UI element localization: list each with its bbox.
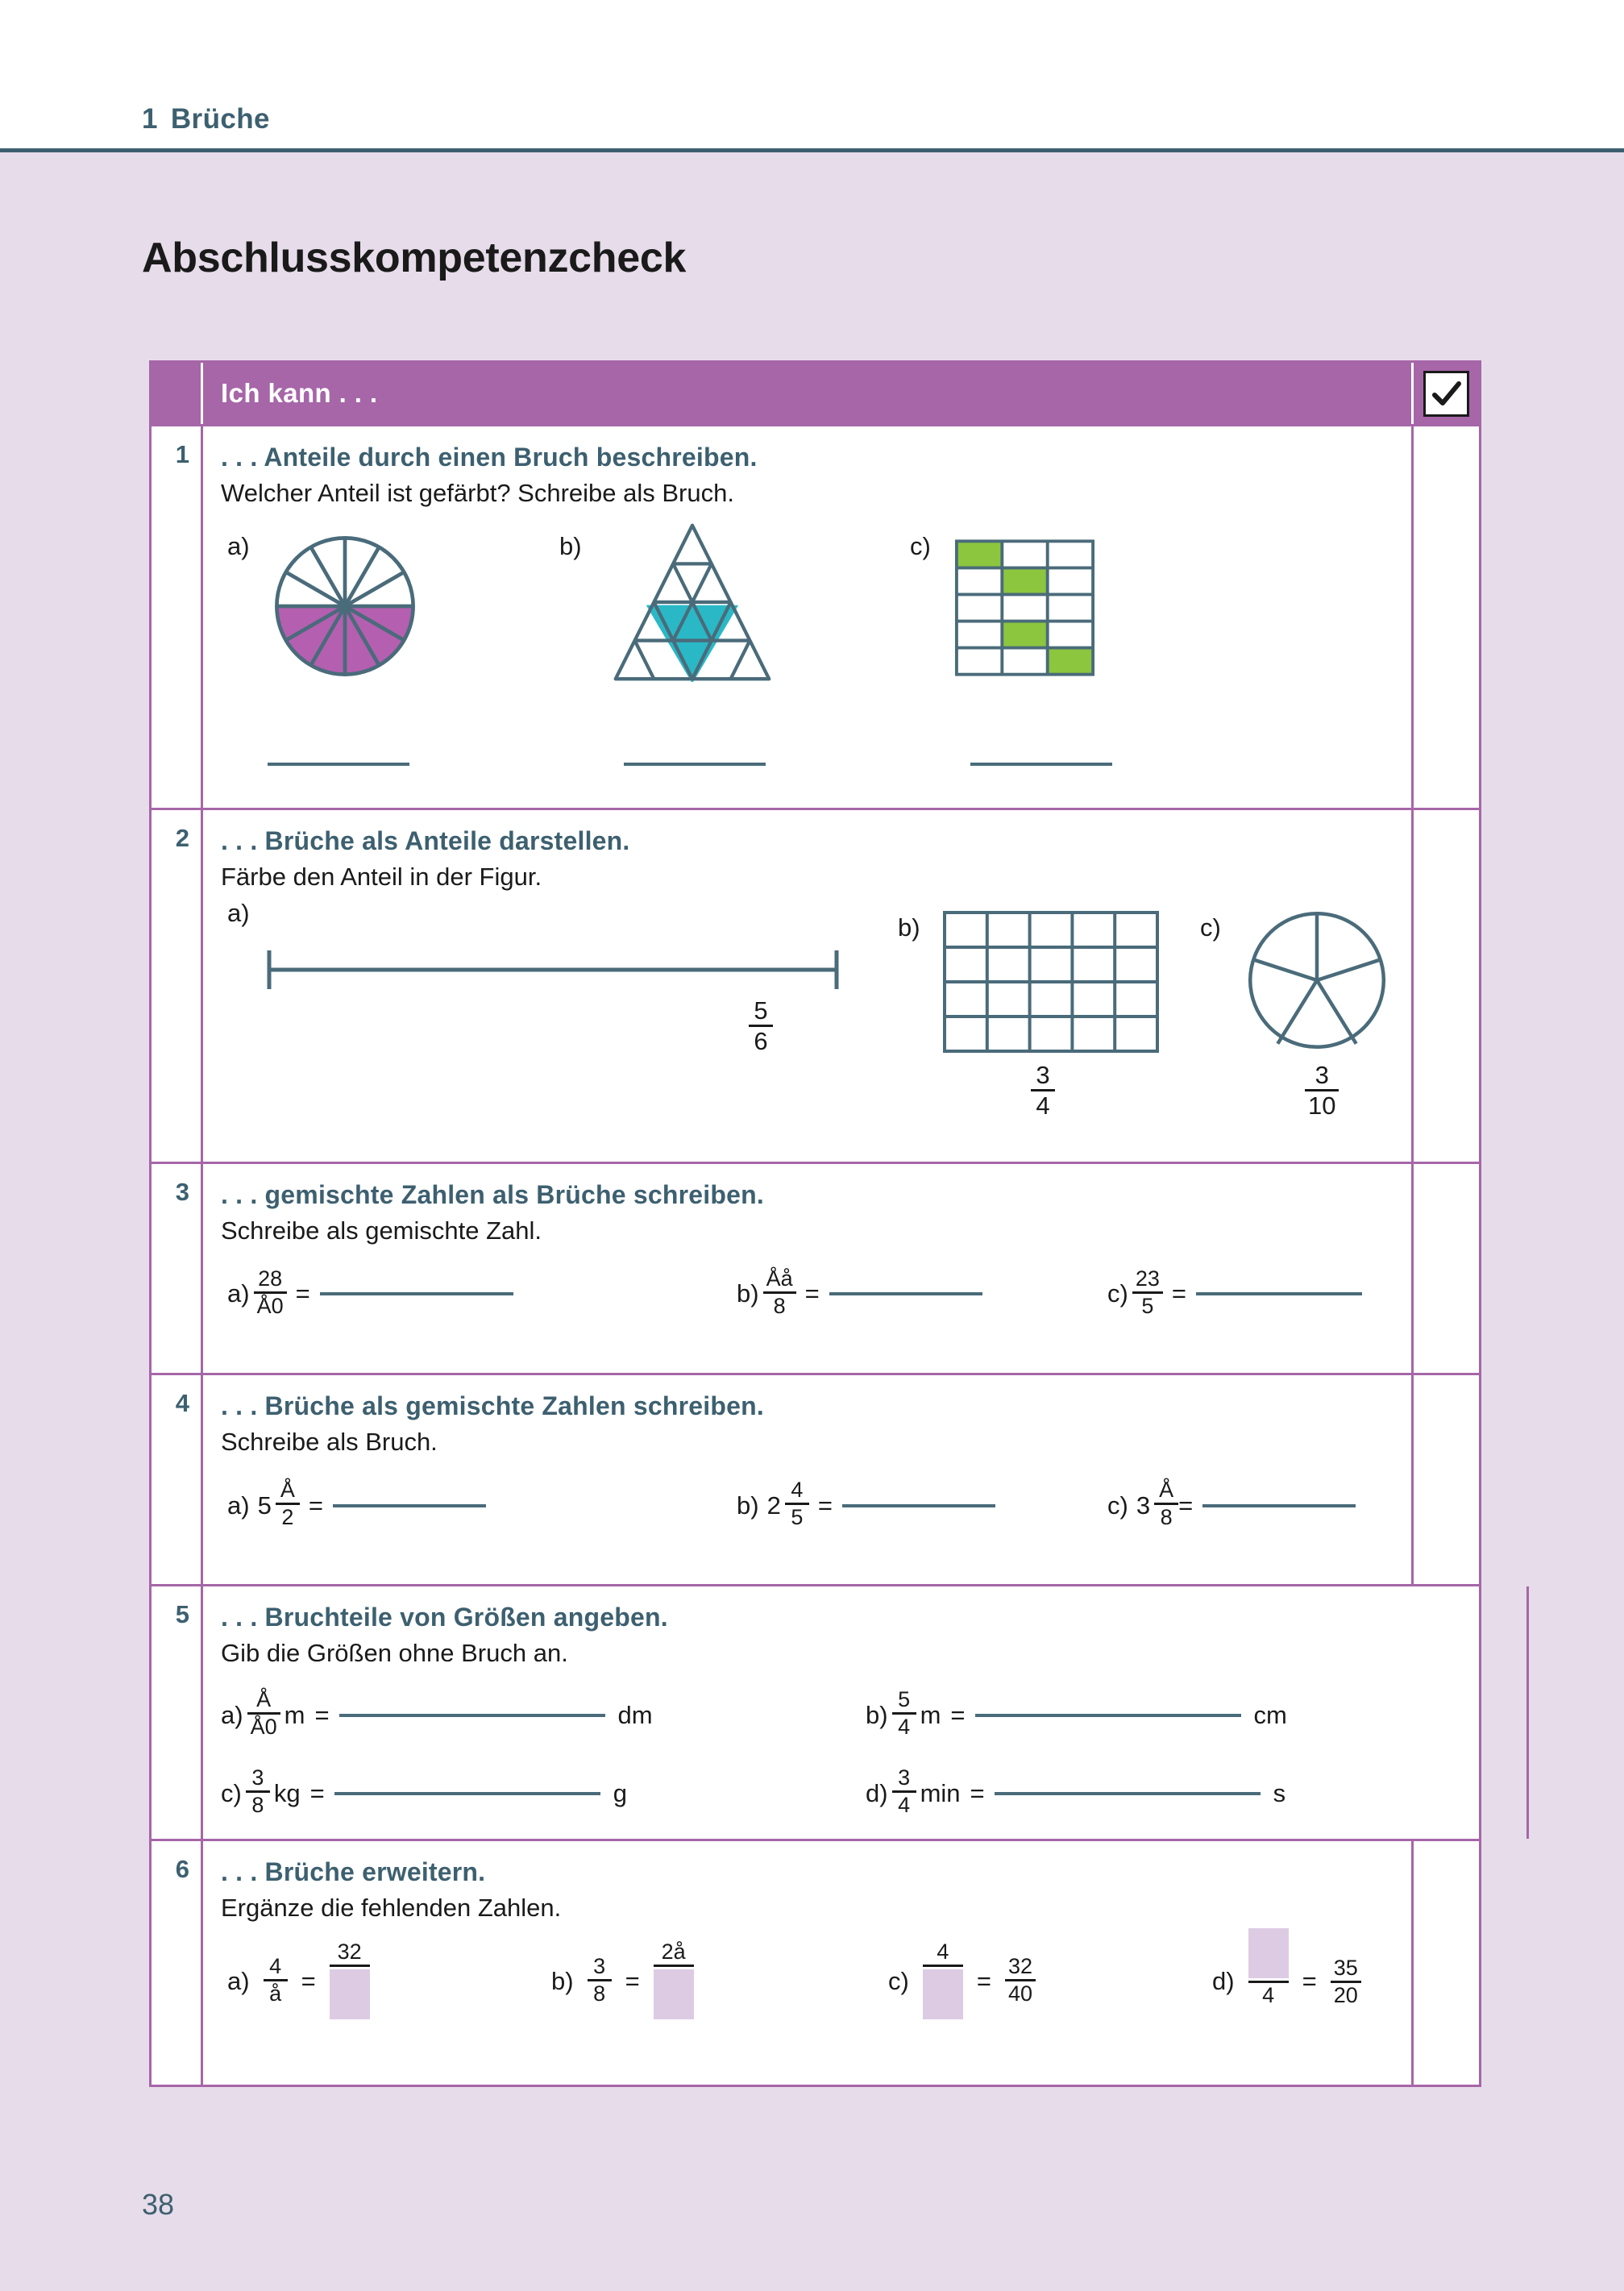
exercise-5-item-a <box>221 1687 866 1740</box>
table-row-4 <box>152 1375 1479 1586</box>
fraction-4a-denominator: 2 <box>281 1505 294 1530</box>
fraction-5b-denominator: 4 <box>898 1715 911 1740</box>
check-cell-5[interactable] <box>1526 1586 1594 1839</box>
item-label-3a: a) <box>227 1279 250 1308</box>
row-number-cell-2 <box>152 810 203 1161</box>
table-row-2 <box>152 810 1479 1163</box>
fraction-5a-numerator: Å <box>256 1687 272 1712</box>
row-number-3: 3 <box>175 1177 189 1206</box>
row-number-cell-4 <box>152 1375 203 1584</box>
instruction-2: Färbe den Anteil in der Figur. <box>221 863 542 892</box>
unit-from-5a: m <box>284 1700 305 1729</box>
check-cell-1[interactable] <box>1411 426 1479 808</box>
fraction-3b-denominator: 8 <box>773 1293 786 1318</box>
unit-to-5c: g <box>613 1778 627 1807</box>
table-header-row <box>152 363 1479 426</box>
unit-from-5b: m <box>920 1700 941 1729</box>
chapter-title: Brüche <box>170 103 270 135</box>
unit-to-5d: s <box>1273 1778 1286 1807</box>
answer-blank-5d[interactable] <box>995 1792 1261 1795</box>
fraction-5a-denominator: Å0 <box>250 1715 277 1740</box>
unit-to-5b: cm <box>1253 1700 1287 1729</box>
row-number-cell-5 <box>152 1586 203 1839</box>
answer-blank-3b[interactable] <box>829 1292 982 1295</box>
row-body-1 <box>203 426 1411 808</box>
fraction-3c-numerator: 23 <box>1135 1266 1160 1291</box>
answer-box-6d[interactable] <box>1248 1928 1289 1978</box>
instruction-6: Ergänze die fehlenden Zahlen. <box>221 1894 562 1923</box>
circle-5-sectors-figure[interactable] <box>1244 907 1389 1054</box>
can-statement-2: . . . Brüche als Anteile darstellen. <box>221 826 630 856</box>
equals-3c: = <box>1171 1279 1186 1308</box>
fraction-6b-right-bar <box>654 1965 694 1967</box>
equals-3b: = <box>804 1279 820 1308</box>
fraction-6c-right-denominator: 40 <box>1007 1981 1032 2006</box>
exercise-4-item-c <box>1107 1478 1356 1530</box>
fraction-2b-denominator: 4 <box>1036 1091 1050 1120</box>
fraction-4a-numerator: Å <box>280 1478 295 1503</box>
fraction-2b-numerator: 3 <box>1036 1060 1050 1089</box>
item-label-6b: b) <box>551 1967 574 1996</box>
exercise-6-item-d <box>1212 1911 1365 2007</box>
unit-from-5c: kg <box>273 1778 301 1807</box>
fraction-2b <box>1027 1060 1059 1120</box>
item-label-5d: d) <box>866 1778 888 1807</box>
exercise-5-item-d <box>866 1765 1510 1818</box>
fraction-6a-left-denominator: å <box>269 1981 282 2006</box>
exercise-5-item-c <box>221 1765 866 1818</box>
table-row-6 <box>152 1841 1479 2084</box>
exercise-6-items <box>221 1939 1395 2064</box>
fraction-2a-numerator: 5 <box>754 996 768 1025</box>
row-body-3 <box>203 1164 1411 1373</box>
table-row-1 <box>152 426 1479 810</box>
fraction-4b-denominator: 5 <box>791 1505 804 1530</box>
row-number-cell-3 <box>152 1164 203 1373</box>
instruction-4: Schreibe als Bruch. <box>221 1427 438 1456</box>
row-number-5: 5 <box>175 1600 189 1629</box>
check-cell-6[interactable] <box>1411 1841 1479 2084</box>
can-statement-6: . . . Brüche erweitern. <box>221 1857 486 1887</box>
equals-4c: = <box>1178 1491 1194 1520</box>
row-number-1: 1 <box>175 440 189 468</box>
header-label-cell <box>203 363 1411 424</box>
exercise-6-item-a <box>227 1939 374 2021</box>
exercise-2-figures <box>221 899 1395 1141</box>
equals-5c: = <box>309 1778 325 1807</box>
item-label-2a: a) <box>227 898 250 927</box>
item-label-5c: c) <box>221 1778 242 1807</box>
fraction-5c-denominator: 8 <box>251 1793 264 1818</box>
exercise-3-item-a <box>227 1266 513 1319</box>
row-number-cell-1 <box>152 426 203 808</box>
header-check-cell <box>1411 363 1479 424</box>
exercise-3-item-c <box>1107 1266 1362 1319</box>
table-row-3 <box>152 1164 1479 1375</box>
equals-5d: = <box>970 1778 985 1807</box>
answer-blank-3c[interactable] <box>1196 1292 1362 1295</box>
fraction-3a-denominator: Å0 <box>256 1293 284 1318</box>
equals-3a: = <box>295 1279 310 1308</box>
competence-check-table <box>149 360 1481 2087</box>
fraction-6b-left-numerator: 3 <box>593 1953 606 1978</box>
row-body-5 <box>203 1586 1526 1839</box>
fraction-3a-numerator: 28 <box>258 1266 283 1291</box>
equals-5a: = <box>314 1700 330 1729</box>
fraction-3c-denominator: 5 <box>1141 1293 1154 1318</box>
answer-box-6b[interactable] <box>654 1969 694 2019</box>
check-cell-2[interactable] <box>1411 810 1479 1161</box>
answer-blank-1a[interactable] <box>268 763 409 766</box>
answer-box-6a[interactable] <box>330 1969 370 2019</box>
exercise-6-item-b <box>551 1939 698 2021</box>
item-label-4a: a) <box>227 1491 250 1520</box>
equals-4a: = <box>308 1491 323 1520</box>
fraction-4c-denominator: 8 <box>1160 1505 1173 1530</box>
header-rule <box>0 148 1624 152</box>
equals-4b: = <box>817 1491 833 1520</box>
fraction-6c-left-numerator: 4 <box>937 1939 949 1964</box>
exercise-4-item-a <box>227 1478 486 1530</box>
fraction-2a <box>745 996 777 1055</box>
number-segment-figure[interactable] <box>263 946 843 994</box>
item-label-1c: c) <box>910 532 931 561</box>
answer-blank-4c[interactable] <box>1202 1504 1356 1507</box>
grid-3x5-figure <box>954 538 1095 677</box>
row-number-2: 2 <box>175 824 189 853</box>
table-row-5 <box>152 1586 1479 1841</box>
item-label-1a: a) <box>227 532 250 561</box>
exercise-1-answer-blanks <box>221 763 1395 787</box>
instruction-1: Welcher Anteil ist gefärbt? Schreibe als Bruch. <box>221 479 734 507</box>
item-label-3b: b) <box>737 1279 759 1308</box>
fraction-6a-right-numerator: 32 <box>337 1939 362 1964</box>
item-label-4b: b) <box>737 1491 759 1520</box>
item-label-6c: c) <box>888 1967 909 1996</box>
running-head <box>142 103 270 135</box>
fraction-5d-numerator: 3 <box>898 1765 911 1790</box>
exercise-6-item-c <box>888 1939 1040 2021</box>
equals-5b: = <box>950 1700 966 1729</box>
fraction-5d-denominator: 4 <box>898 1793 911 1818</box>
answer-blank-1c[interactable] <box>970 763 1112 766</box>
unit-from-5d: min <box>920 1778 961 1807</box>
row-number-4: 4 <box>175 1388 189 1417</box>
item-label-3c: c) <box>1107 1279 1128 1308</box>
item-label-1b: b) <box>559 532 582 561</box>
fraction-2c-denominator: 10 <box>1308 1091 1336 1120</box>
fraction-6b-right-numerator: 2å <box>661 1939 686 1964</box>
chapter-number: 1 <box>142 103 158 135</box>
unit-to-5a: dm <box>617 1700 653 1729</box>
check-cell-4[interactable] <box>1411 1375 1479 1584</box>
fraction-5c-numerator: 3 <box>251 1765 264 1790</box>
item-label-6d: d) <box>1212 1967 1235 1996</box>
fraction-4c-numerator: Å <box>1159 1478 1174 1503</box>
item-label-4c: c) <box>1107 1491 1128 1520</box>
exercise-4-items <box>221 1474 1395 1563</box>
can-statement-5: . . . Bruchteile von Größen angeben. <box>221 1603 668 1632</box>
fraction-2c-numerator: 3 <box>1315 1060 1329 1089</box>
fraction-2c <box>1301 1060 1343 1120</box>
whole-4a: 5 <box>257 1491 272 1520</box>
check-cell-3[interactable] <box>1411 1164 1479 1373</box>
fraction-4b-numerator: 4 <box>791 1478 804 1503</box>
ich-kann-label: Ich kann . . . <box>221 378 378 408</box>
equals-6d: = <box>1302 1967 1317 1996</box>
whole-4b: 2 <box>766 1491 781 1520</box>
can-statement-3: . . . gemischte Zahlen als Brüche schreiben. <box>221 1179 764 1209</box>
can-statement-4: . . . Brüche als gemischte Zahlen schreiben. <box>221 1391 764 1420</box>
item-label-2c: c) <box>1200 913 1221 942</box>
equals-6b: = <box>625 1967 640 1996</box>
item-label-5a: a) <box>221 1700 243 1729</box>
row-body-4 <box>203 1375 1411 1584</box>
fraction-6a-right-bar <box>330 1965 370 1967</box>
fraction-6d-left-denominator: 4 <box>1262 1982 1275 2007</box>
exercise-5-items <box>221 1687 1510 1818</box>
answer-box-6c[interactable] <box>923 1969 963 2019</box>
exercise-5-item-b <box>866 1687 1510 1740</box>
circle-12-sectors-figure <box>269 530 421 682</box>
exercise-4-item-b <box>737 1478 995 1530</box>
can-statement-1: . . . Anteile durch einen Bruch beschreiben. <box>221 443 758 472</box>
exercise-3-items <box>221 1263 1395 1352</box>
fraction-6b-left-denominator: 8 <box>593 1981 606 2006</box>
checkmark-icon <box>1423 371 1469 417</box>
header-number-cell <box>152 363 203 424</box>
row-number-cell-6 <box>152 1841 203 2084</box>
answer-blank-4a[interactable] <box>333 1504 486 1507</box>
equals-6c: = <box>976 1967 991 1996</box>
grid-5x4-figure[interactable] <box>942 910 1160 1054</box>
exercise-1-figures <box>221 521 1395 763</box>
equals-6a: = <box>301 1967 316 1996</box>
item-label-2b: b) <box>898 913 920 942</box>
fraction-6c-right-numerator: 32 <box>1007 1953 1032 1978</box>
answer-blank-4b[interactable] <box>842 1504 995 1507</box>
triangle-16-parts-figure <box>600 521 785 682</box>
fraction-2a-denominator: 6 <box>754 1026 768 1055</box>
instruction-5: Gib die Größen ohne Bruch an. <box>221 1639 568 1668</box>
fraction-6c-left-bar <box>923 1965 963 1967</box>
answer-blank-3a[interactable] <box>320 1292 513 1295</box>
page-number: 38 <box>142 2188 175 2221</box>
fraction-6a-left-numerator: 4 <box>269 1953 282 1978</box>
fraction-3b-numerator: Åå <box>766 1266 793 1291</box>
page-title: Abschlusskompetenzcheck <box>142 235 687 281</box>
row-number-6: 6 <box>175 1855 189 1884</box>
answer-blank-1b[interactable] <box>624 763 766 766</box>
instruction-3: Schreibe als gemischte Zahl. <box>221 1216 542 1245</box>
answer-blank-5a[interactable] <box>339 1714 605 1717</box>
exercise-3-item-b <box>737 1266 982 1319</box>
row-body-2 <box>203 810 1411 1161</box>
fraction-6d-right-denominator: 20 <box>1333 1982 1358 2007</box>
item-label-6a: a) <box>227 1967 250 1996</box>
answer-blank-5b[interactable] <box>975 1714 1241 1717</box>
fraction-6d-right-numerator: 35 <box>1333 1955 1358 1980</box>
answer-blank-5c[interactable] <box>334 1792 600 1795</box>
fraction-5b-numerator: 5 <box>898 1687 911 1712</box>
item-label-5b: b) <box>866 1700 888 1729</box>
row-body-6 <box>203 1841 1411 2084</box>
whole-4c: 3 <box>1136 1491 1151 1520</box>
